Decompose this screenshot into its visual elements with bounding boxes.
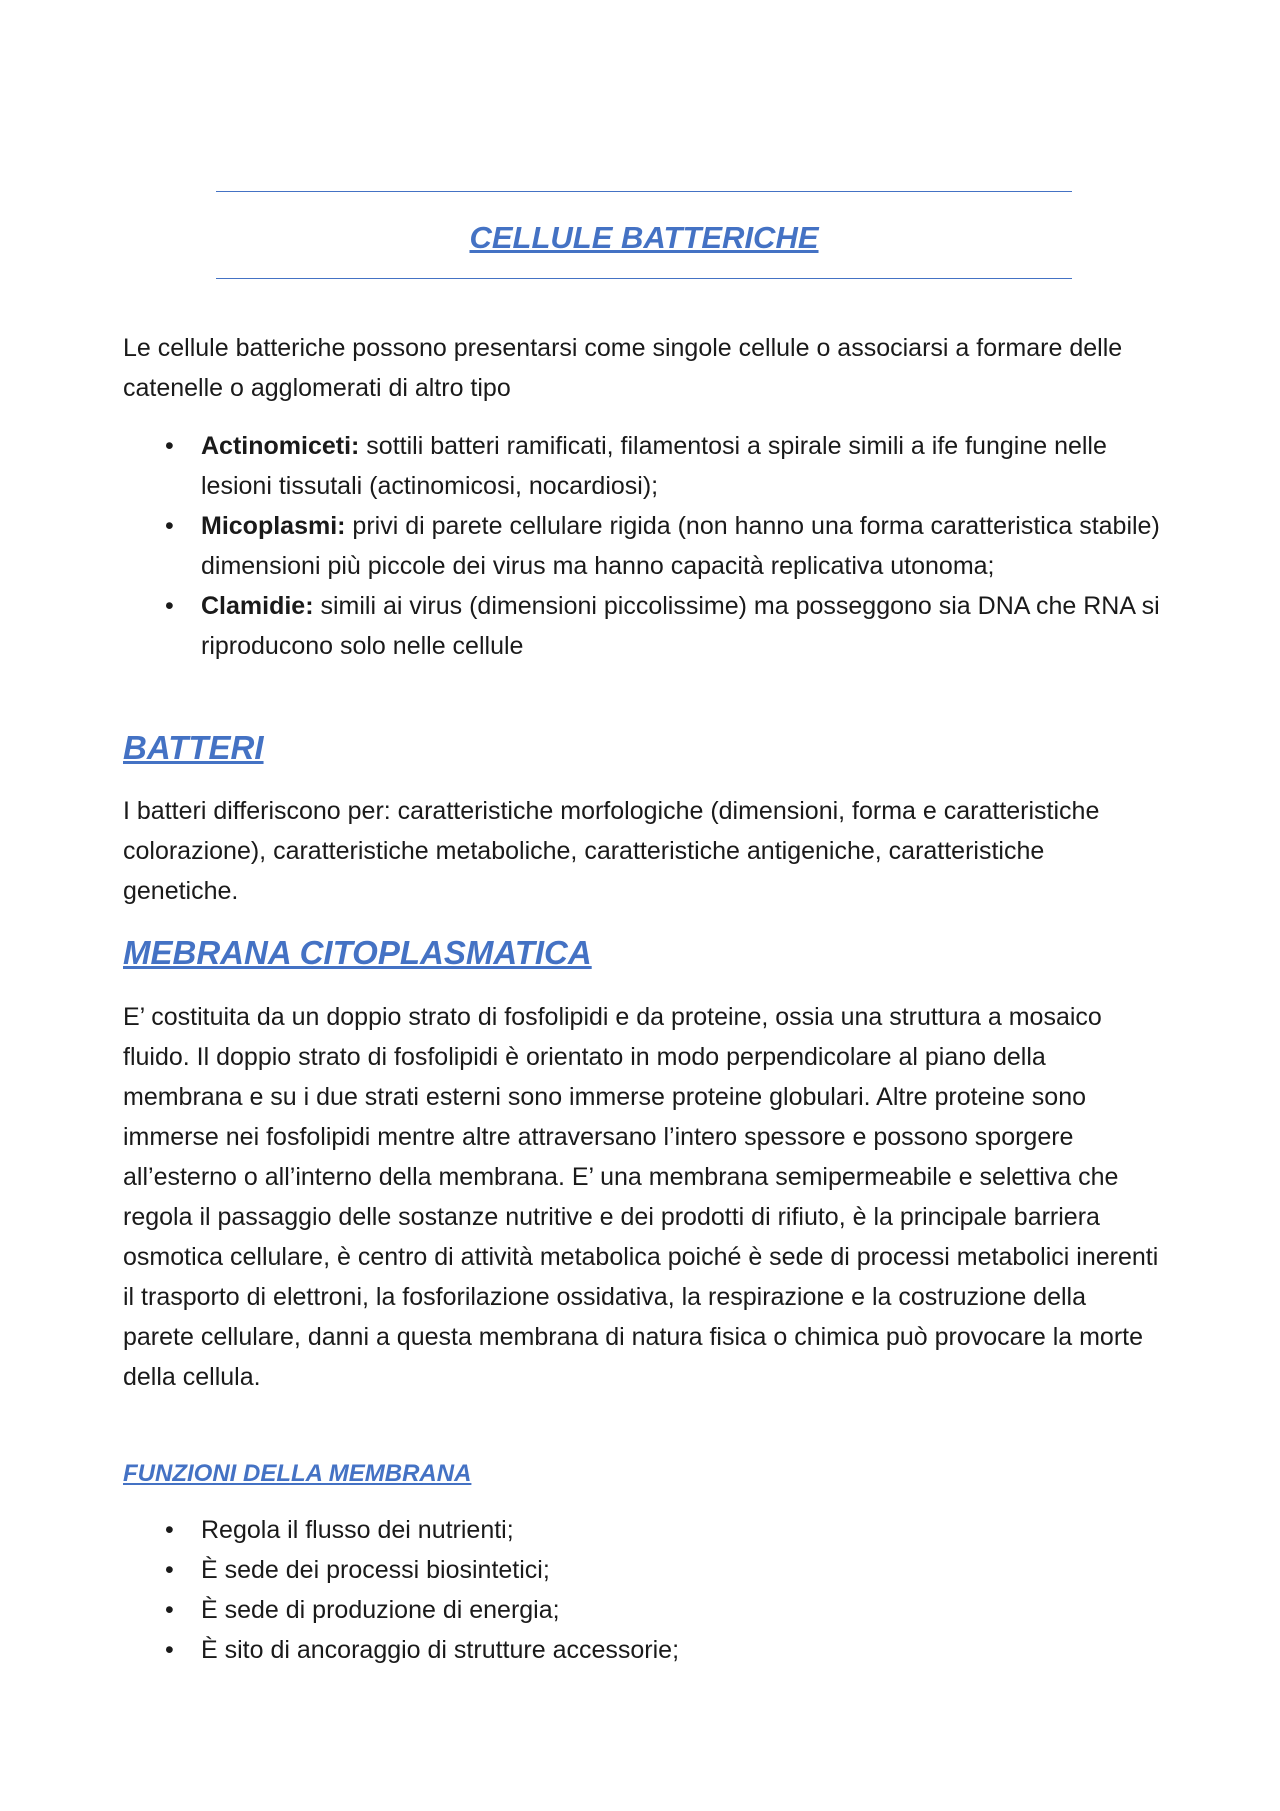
list-item-text: sottili batteri ramificati, filamentosi a spirale simili a ife fungine nelle lesioni tissutali (actinomicosi, nocardiosi);: [201, 432, 1107, 500]
list-item-text: È sede dei processi biosintetici;: [201, 1556, 550, 1584]
bacteria-types-list: [123, 426, 1163, 666]
list-item-term: Clamidie:: [201, 592, 314, 620]
section-heading-batteri: BATTERI: [123, 729, 264, 766]
bullet-icon: •: [165, 1556, 174, 1584]
membrana-paragraph: E’ costituita da un doppio strato di fosfolipidi e da proteine, ossia una struttura a mosaico fluido. Il doppio strato di fosfolipidi è orientato in modo perpendicolare al piano della membrana e su i due strati esterni sono immerse proteine globulari. Altre proteine sono immerse nei fosfolipidi mentre altre attraversano l’intero spessore e possono sporgere all’esterno o all’interno della membrana. E’ una membrana semipermeabile e selettiva che regola il passaggio delle sostanze nutritive e dei prodotti di rifiuto, è la principale barriera osmotica cellulare, è centro di attività metabolica poiché è sede di processi metabolici inerenti il trasporto di elettroni, la fosforilazione ossidativa, la respirazione e la costruzione della parete cellulare, danni a questa membrana di natura fisica o chimica può provocare la morte della cellula.: [123, 1003, 1159, 1391]
bullet-icon: •: [165, 512, 174, 540]
title-bottom-rule: [216, 278, 1072, 279]
batteri-paragraph: I batteri differiscono per: caratteristiche morfologiche (dimensioni, forma e caratteristiche colorazione), caratteristiche metaboliche, caratteristiche antigeniche, caratteristiche genetiche.: [123, 797, 1100, 905]
subheading-funzioni: FUNZIONI DELLA MEMBRANA: [123, 1460, 472, 1487]
bullet-icon: •: [165, 592, 174, 620]
intro-paragraph: Le cellule batteriche possono presentarsi come singole cellule o associarsi a formare delle catenelle o agglomerati di altro tipo: [123, 334, 1123, 402]
bullet-icon: •: [165, 1636, 174, 1664]
list-item-term: Micoplasmi:: [201, 512, 346, 540]
list-item-text: È sede di produzione di energia;: [201, 1596, 560, 1624]
list-item: [123, 1630, 1163, 1670]
title-top-rule: [216, 191, 1072, 192]
functions-list: [123, 1510, 1163, 1670]
document-title: CELLULE BATTERICHE: [469, 220, 819, 255]
list-item: [123, 506, 1163, 586]
list-item-term: Actinomiceti:: [201, 432, 360, 460]
list-item: [123, 1550, 1163, 1590]
list-item: [123, 426, 1163, 506]
bullet-icon: •: [165, 1516, 174, 1544]
bullet-icon: •: [165, 432, 174, 460]
title-block: [216, 191, 1072, 279]
list-item: [123, 1510, 1163, 1550]
list-item: [123, 586, 1163, 666]
list-item-text: privi di parete cellulare rigida (non hanno una forma caratteristica stabile) dimensioni più piccole dei virus ma hanno capacità replicativa utonoma;: [201, 512, 1160, 580]
bullet-icon: •: [165, 1596, 174, 1624]
section-heading-membrana: MEBRANA CITOPLASMATICA: [123, 934, 592, 971]
list-item-text: simili ai virus (dimensioni piccolissime) ma posseggono sia DNA che RNA si riproducono solo nelle cellule: [201, 592, 1160, 660]
list-item: [123, 1590, 1163, 1630]
list-item-text: È sito di ancoraggio di strutture accessorie;: [201, 1636, 680, 1664]
list-item-text: Regola il flusso dei nutrienti;: [201, 1516, 514, 1544]
